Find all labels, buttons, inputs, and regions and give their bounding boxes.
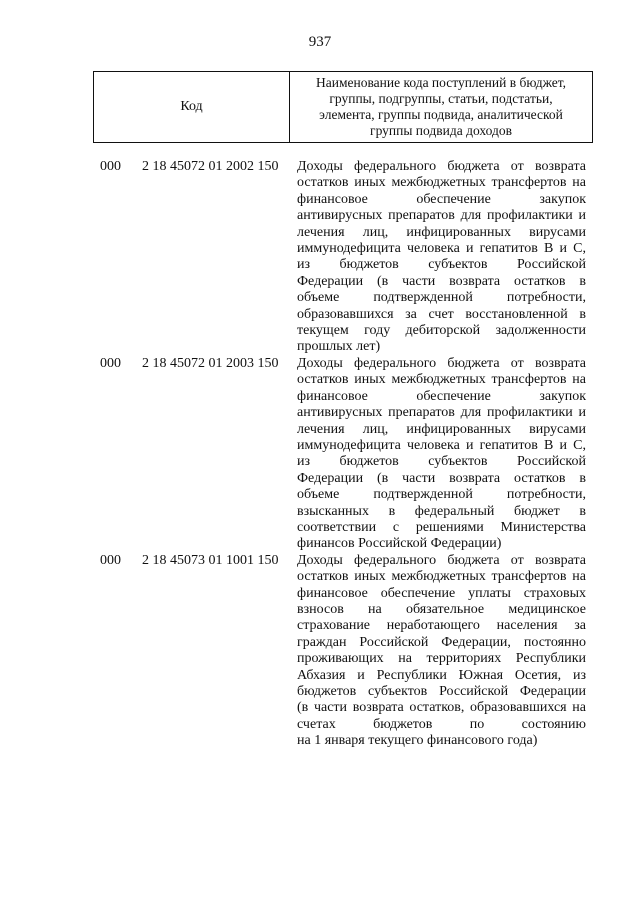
income-code: 2 18 45072 01 2002 150 (142, 159, 279, 174)
name-header-line: элемента, группы подвида, аналитической (319, 107, 563, 122)
admin-code: 000 (100, 355, 121, 371)
page-number: 937 (308, 34, 332, 50)
name-column-header (290, 72, 592, 142)
description-line: соответствии с решениями Министерства (297, 519, 586, 535)
description-line: Абхазия и Республики Южная Осетия, из (297, 667, 586, 683)
income-code: 2 18 45072 01 2003 150 (142, 355, 279, 371)
name-header-line: Наименование кода поступлений в бюджет, (315, 75, 566, 90)
description-line: Доходы федерального бюджета от возврата (297, 552, 586, 568)
description-line: взносов на обязательное медицинское (297, 601, 586, 617)
description-line: (в части возврата остатков, образовавшихся на (297, 700, 586, 716)
description-line: Доходы федерального бюджета от возврата (297, 159, 586, 174)
description-line: Федерации (в части возврата остатков в (297, 273, 586, 289)
description-line: антивирусных препаратов для профилактики и (297, 405, 586, 421)
income-description (297, 553, 586, 750)
description-line: остатков иных межбюджетных трансфертов на (297, 569, 586, 585)
name-header-line: группы подвида доходов (370, 123, 512, 138)
description-line: счетах бюджетов по состоянию (297, 716, 586, 732)
description-line: из бюджетов субъектов Российской (297, 454, 586, 470)
description-line: граждан Российской Федерации, постоянно (297, 634, 586, 650)
description-line: из бюджетов субъектов Российской (297, 257, 586, 273)
description-line: проживающих на территориях Республики (297, 651, 586, 667)
description-line: антивирусных препаратов для профилактики и (297, 208, 586, 224)
code-column-header: Код (94, 72, 290, 142)
description-line: лечения лиц, инфицированных вирусами (297, 224, 586, 240)
table-header (93, 71, 593, 143)
description-line: объеме подтвержденной потребности, (297, 290, 586, 306)
description-line: остатков иных межбюджетных трансфертов на (297, 175, 586, 191)
description-line: Доходы федерального бюджета от возврата (297, 355, 586, 371)
income-description (297, 356, 586, 553)
description-line: текущем году дебиторской задолженности (297, 323, 586, 339)
description-line: финансовое обеспечение закупок (297, 388, 586, 404)
description-line: бюджетов субъектов Российской Федерации (297, 684, 586, 699)
description-line: остатков иных межбюджетных трансфертов на (297, 372, 586, 388)
income-description (297, 159, 586, 356)
description-line: финансовое обеспечение уплаты страховых (297, 585, 586, 601)
name-header-line: группы, подгруппы, статьи, подстатьи, (329, 91, 553, 106)
description-line: образовавшихся за счет восстановленной в (297, 306, 586, 322)
entries-list (0, 159, 640, 750)
description-line: объеме подтвержденной потребности, (297, 487, 586, 503)
description-line: иммунодефицита человека и гепатитов В и С, (297, 241, 586, 257)
description-line: прошлых лет) (297, 339, 381, 355)
admin-code: 000 (100, 552, 121, 568)
description-line: финансов Российской Федерации) (297, 536, 502, 552)
table-row (0, 159, 640, 356)
income-code: 2 18 45073 01 1001 150 (142, 552, 279, 568)
table-row (0, 553, 640, 750)
description-line: Федерации (в части возврата остатков в (297, 470, 586, 486)
description-line: финансовое обеспечение закупок (297, 191, 586, 207)
admin-code: 000 (100, 159, 121, 174)
description-line: на 1 января текущего финансового года) (297, 733, 538, 749)
description-line: страхование неработающего населения за (297, 618, 586, 634)
description-line: взысканных в федеральный бюджет в (297, 503, 586, 519)
description-line: иммунодефицита человека и гепатитов В и С, (297, 437, 586, 453)
table-row (0, 356, 640, 553)
description-line: лечения лиц, инфицированных вирусами (297, 421, 586, 437)
